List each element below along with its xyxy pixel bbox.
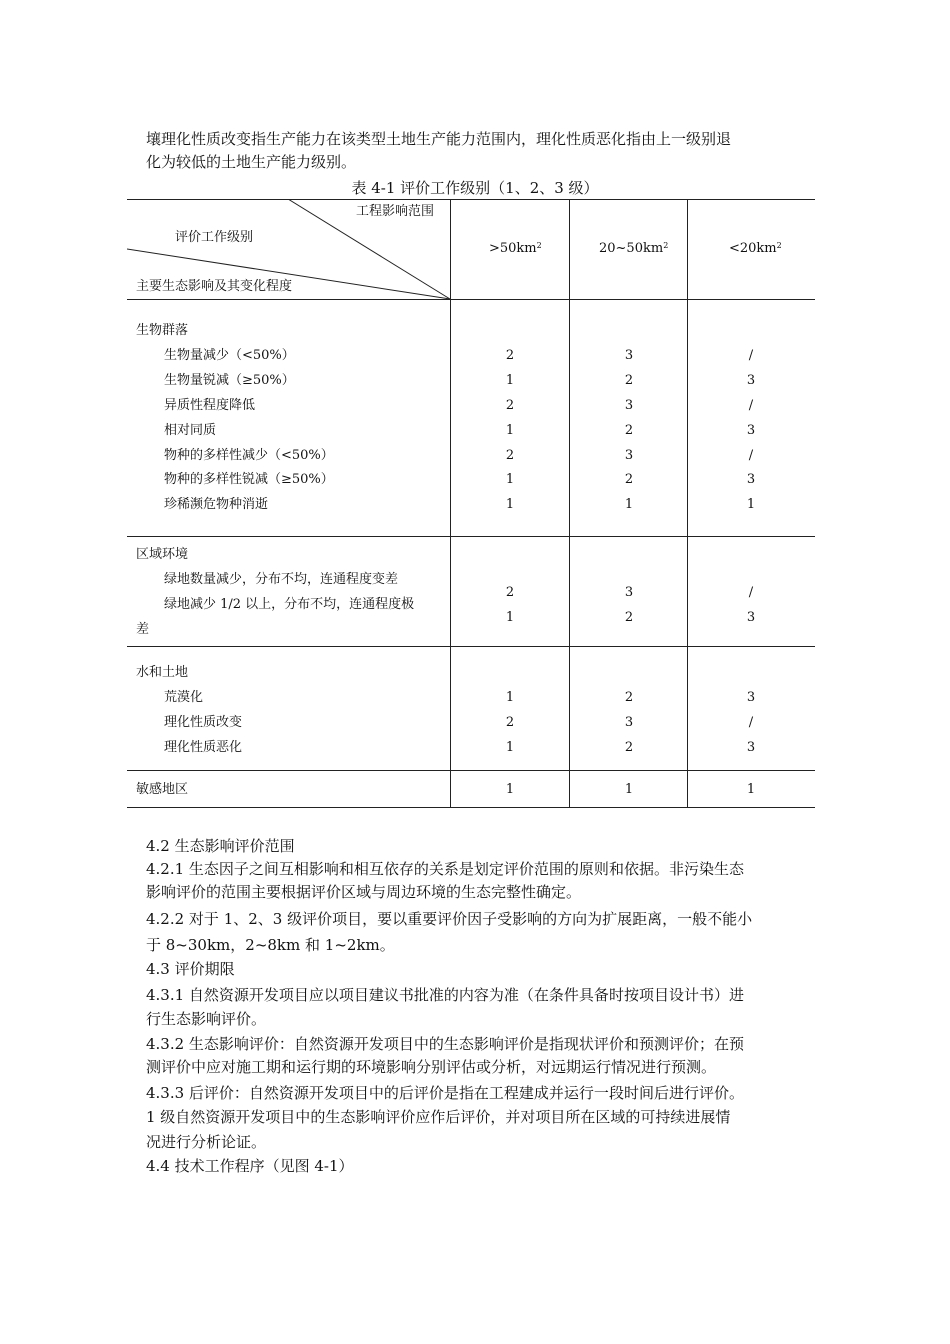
cell-value: 1 <box>746 497 756 512</box>
paragraph-line: 4.2.1 生态因子之间互相影响和相互依存的关系是划定评价范围的原则和依据。非污染生态 <box>146 860 744 878</box>
row-label: 生物量锐减（≥50%） <box>164 373 295 388</box>
header-col-lt20: $<20km^2$ <box>729 241 782 256</box>
cell-value: 3 <box>746 373 756 388</box>
paragraph-line: 4.3.3 后评价：自然资源开发项目中的后评价是指在工程建成并运行一段时间后进行评价。 <box>146 1084 744 1102</box>
cell-value: 2 <box>624 740 634 755</box>
group-divider <box>127 770 815 771</box>
paragraph-line: 于 8~30km，2~8km 和 1~2km。 <box>146 936 395 954</box>
cell-value: 3 <box>624 715 634 730</box>
group-title-sensitive-area: 敏感地区 <box>136 782 189 797</box>
group-divider <box>127 646 815 647</box>
column-divider <box>687 199 688 808</box>
cell-value: 3 <box>746 472 756 487</box>
cell-value: 3 <box>624 348 634 363</box>
row-label: 绿地减少 1/2 以上，分布不均，连通程度极 <box>164 597 415 612</box>
row-label: 荒漠化 <box>164 690 204 705</box>
group-title-biocommunity: 生物群落 <box>136 323 189 338</box>
row-label: 珍稀濒危物种消逝 <box>164 497 269 512</box>
row-label: 生物量减少（<50%） <box>164 348 295 363</box>
section-heading-4-2: 4.2 生态影响评价范围 <box>146 837 295 855</box>
cell-value: 2 <box>505 398 515 413</box>
cell-value: 2 <box>505 715 515 730</box>
evaluation-level-table <box>127 199 815 808</box>
cell-value: 1 <box>505 497 515 512</box>
row-label: 理化性质改变 <box>164 715 243 730</box>
paragraph-line: 4.3.1 自然资源开发项目应以项目建议书批准的内容为准（在条件具备时按项目设计书）进 <box>146 986 744 1004</box>
cell-value: 3 <box>624 398 634 413</box>
paragraph-line: 测评价中应对施工期和运行期的环境影响分别评估或分析，对远期运行情况进行预测。 <box>146 1058 717 1076</box>
cell-value: / <box>748 348 754 363</box>
column-divider <box>569 199 570 808</box>
paragraph-line: 况进行分析论证。 <box>146 1133 267 1151</box>
cell-value: 2 <box>624 690 634 705</box>
cell-value: 3 <box>746 740 756 755</box>
header-diag-mid: 评价工作级别 <box>175 230 254 245</box>
intro-line-2: 化为较低的土地生产能力级别。 <box>146 153 357 171</box>
paragraph-line: 4.2.2 对于 1、2、3 级评价项目，要以重要评价因子受影响的方向为扩展距离，一般不能小 <box>146 910 753 928</box>
group-divider <box>127 536 815 537</box>
row-label: 绿地数量减少，分布不均，连通程度变差 <box>164 572 399 587</box>
cell-value: / <box>748 448 754 463</box>
cell-value: 1 <box>505 740 515 755</box>
cell-value: 2 <box>624 373 634 388</box>
row-label: 物种的多样性减少（<50%） <box>164 448 334 463</box>
paragraph-line: 4.3.2 生态影响评价：自然资源开发项目中的生态影响评价是指现状评价和预测评价；在预 <box>146 1035 744 1053</box>
cell-value: 1 <box>505 373 515 388</box>
cell-value: / <box>748 585 754 600</box>
row-label: 物种的多样性锐减（≥50%） <box>164 472 334 487</box>
cell-value: 2 <box>505 348 515 363</box>
cell-value: 3 <box>746 423 756 438</box>
group-title-regional-environment: 区域环境 <box>136 547 189 562</box>
intro-line-1: 壤理化性质改变指生产能力在该类型土地生产能力范围内，理化性质恶化指由上一级别退 <box>146 130 732 148</box>
cell-value: 3 <box>624 448 634 463</box>
row-label-continuation: 差 <box>136 622 150 637</box>
cell-value: 1 <box>746 782 756 797</box>
cell-value: 2 <box>624 610 634 625</box>
cell-value: 3 <box>624 585 634 600</box>
cell-value: 1 <box>505 423 515 438</box>
row-label: 相对同质 <box>164 423 217 438</box>
header-col-20-50: $20\sim 50km^2$ <box>599 241 669 256</box>
row-label: 理化性质恶化 <box>164 740 243 755</box>
cell-value: 2 <box>505 585 515 600</box>
table-caption: 表 4-1 评价工作级别（1、2、3 级） <box>351 179 599 197</box>
header-diag-top: 工程影响范围 <box>356 204 435 219</box>
cell-value: / <box>748 398 754 413</box>
section-heading-4-4: 4.4 技术工作程序（见图 4-1） <box>146 1157 354 1175</box>
cell-value: 2 <box>505 448 515 463</box>
paragraph-line: 行生态影响评价。 <box>146 1010 267 1028</box>
cell-value: 2 <box>624 472 634 487</box>
cell-value: 3 <box>746 610 756 625</box>
cell-value: 2 <box>624 423 634 438</box>
header-diag-bottom: 主要生态影响及其变化程度 <box>136 279 293 294</box>
header-col-gt50: $>50km^2$ <box>489 241 542 256</box>
cell-value: 1 <box>505 472 515 487</box>
cell-value: / <box>748 715 754 730</box>
cell-value: 3 <box>746 690 756 705</box>
group-title-water-land: 水和土地 <box>136 665 189 680</box>
table-bottom-border <box>127 807 815 808</box>
cell-value: 1 <box>505 782 515 797</box>
paragraph-line: 1 级自然资源开发项目中的生态影响评价应作后评价，并对项目所在区域的可持续进展情 <box>146 1108 731 1126</box>
cell-value: 1 <box>505 690 515 705</box>
section-heading-4-3: 4.3 评价期限 <box>146 960 235 978</box>
paragraph-line: 影响评价的范围主要根据评价区域与周边环境的生态完整性确定。 <box>146 883 582 901</box>
row-label: 异质性程度降低 <box>164 398 256 413</box>
cell-value: 1 <box>624 497 634 512</box>
cell-value: 1 <box>624 782 634 797</box>
cell-value: 1 <box>505 610 515 625</box>
